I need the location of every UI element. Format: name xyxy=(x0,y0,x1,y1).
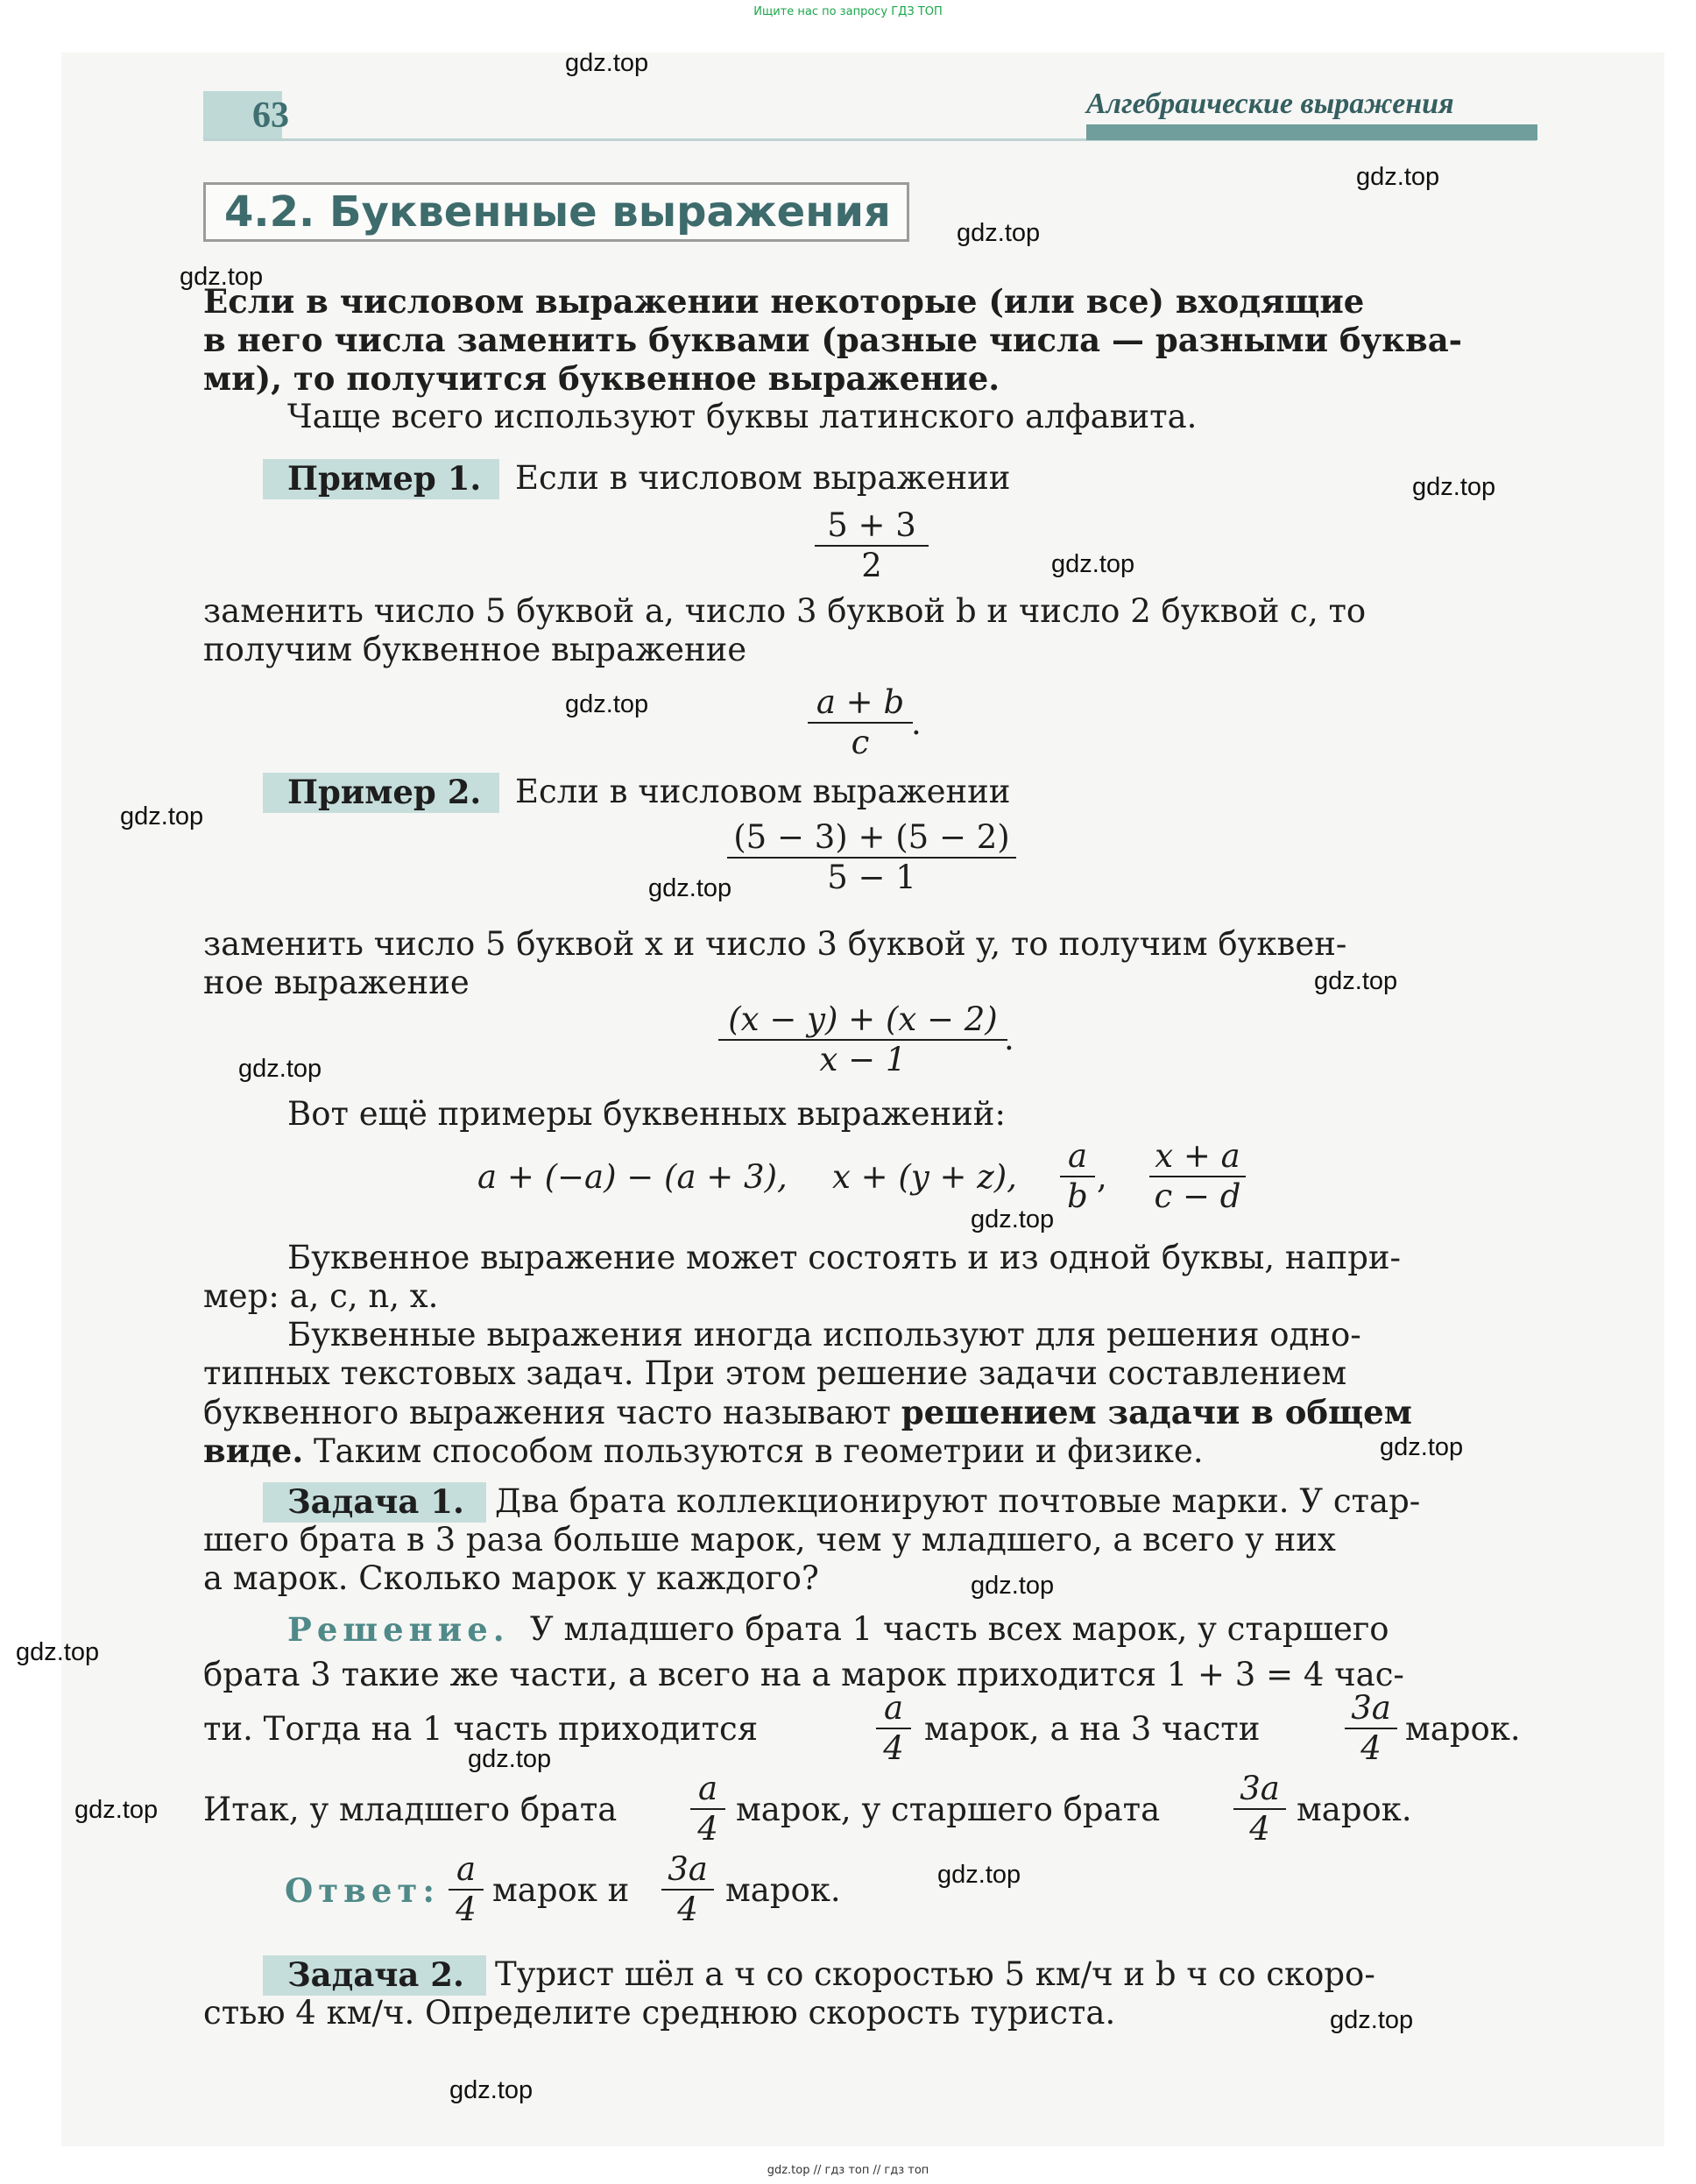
solution-line-1: У младшего брата 1 часть всех марок, у старшего xyxy=(530,1610,1389,1648)
task1-line-3: a марок. Сколько марок у каждого? xyxy=(203,1559,819,1597)
solution-line-3c: марок. xyxy=(1405,1710,1521,1748)
solution-line-4c: марок. xyxy=(1297,1791,1412,1828)
task1-label: Задача 1. xyxy=(287,1482,464,1521)
example2-label: Пример 2. xyxy=(287,773,482,811)
answer-end: марок. xyxy=(725,1871,841,1909)
watermark: gdz.top xyxy=(180,263,264,291)
fraction-numerator: 5 + 3 xyxy=(827,506,916,544)
fraction-numerator: a xyxy=(697,1770,718,1807)
example2-numeric-fraction xyxy=(727,818,1016,897)
fraction-numerator: (5 − 3) + (5 − 2) xyxy=(733,818,1010,856)
example1-line-2: получим буквенное выражение xyxy=(203,631,747,668)
task1-line-1: Два брата коллекционируют почтовые марки. У стар- xyxy=(495,1482,1421,1520)
watermark: gdz.top xyxy=(1356,163,1440,191)
more-examples-intro: Вот ещё примеры буквенных выражений: xyxy=(287,1095,1006,1133)
general-line-3 xyxy=(203,1393,1537,1432)
fraction-a-over-4 xyxy=(690,1770,725,1848)
page-number-block xyxy=(203,91,289,138)
definition-line-3: ми), то получится буквенное выражение. xyxy=(203,359,1000,398)
example1-label: Пример 1. xyxy=(287,459,482,498)
running-title: Алгебраические выражения xyxy=(1086,88,1454,120)
example1-letter-fraction xyxy=(808,683,913,762)
solution-line-2: брата 3 такие же части, а всего на a марок приходится 1 + 3 = 4 час- xyxy=(203,1656,1404,1693)
fraction-denominator: 4 xyxy=(661,1889,714,1929)
fraction-numerator: (x − y) + (x − 2) xyxy=(728,1000,998,1038)
fraction-denominator: c xyxy=(808,722,913,762)
example1-text: Если в числовом выражении xyxy=(515,459,1011,497)
task2-line-1: Турист шёл a ч со скоростью 5 км/ч и b ч со скоро- xyxy=(495,1955,1375,1993)
example2-line-2: ное выражение xyxy=(203,964,470,1001)
watermark: gdz.top xyxy=(1051,550,1135,578)
fraction-numerator: a xyxy=(883,1689,904,1727)
watermark: gdz.top xyxy=(1412,473,1496,501)
watermark: gdz.top xyxy=(971,1572,1055,1600)
fraction-3a-over-4 xyxy=(1233,1770,1286,1848)
fraction-denominator: 2 xyxy=(815,545,929,585)
general-term-end: виде. xyxy=(203,1431,304,1470)
more-example-fraction-2 xyxy=(1149,1137,1246,1216)
general-line-3-text: буквенного выражения часто называют xyxy=(203,1394,901,1431)
watermark: gdz.top xyxy=(1380,1433,1464,1461)
example2-letter-fraction xyxy=(718,1000,1007,1079)
definition-line-1: Если в числовом выражении некоторые (или все) входящие xyxy=(203,282,1365,321)
watermark: gdz.top xyxy=(120,802,204,830)
example1-period: . xyxy=(911,704,922,742)
answer-label: Ответ: xyxy=(285,1871,440,1910)
answer-mid: марок и xyxy=(492,1871,630,1909)
fraction-denominator: x − 1 xyxy=(718,1039,1007,1079)
task2-label: Задача 2. xyxy=(287,1955,464,1994)
example2-text: Если в числовом выражении xyxy=(515,773,1011,810)
general-line-2: типных текстовых задач. При этом решение задачи составлением xyxy=(203,1354,1347,1392)
section-title: 4.2. Буквенные выражения xyxy=(224,187,891,237)
watermark: gdz.top xyxy=(565,49,649,77)
fraction-denominator: 4 xyxy=(449,1889,484,1929)
single-letter-line-2: мер: a, c, n, x. xyxy=(203,1277,439,1315)
more-example-expr-2: x + (y + z), xyxy=(832,1158,1017,1196)
watermark: gdz.top xyxy=(957,219,1041,247)
example1-numeric-fraction xyxy=(815,506,929,585)
example1-line-1: заменить число 5 буквой a, число 3 буквой b и число 2 буквой c, то xyxy=(203,592,1367,630)
fraction-a-over-4 xyxy=(876,1689,911,1768)
definition-line-2: в него числа заменить буквами (разные числа — разными буква- xyxy=(203,321,1463,359)
solution-line-3b: марок, а на 3 части xyxy=(924,1710,1261,1748)
watermark: gdz.top xyxy=(238,1055,322,1083)
solution-line-3a: ти. Тогда на 1 часть приходится xyxy=(203,1710,759,1748)
task2-line-2: стью 4 км/ч. Определите среднюю скорость туриста. xyxy=(203,1994,1116,2032)
fraction-numerator: 3a xyxy=(668,1850,708,1888)
fraction-denominator: 4 xyxy=(1345,1728,1397,1768)
solution-line-4a: Итак, у младшего брата xyxy=(203,1791,618,1828)
answer-fraction-3a-over-4 xyxy=(661,1850,714,1929)
watermark: gdz.top xyxy=(449,2076,534,2104)
general-line-1: Буквенные выражения иногда используют для решения одно- xyxy=(287,1316,1361,1354)
fraction-denominator: c − d xyxy=(1149,1176,1246,1216)
example2-line-1: заменить число 5 буквой x и число 3 буквой y, то получим буквен- xyxy=(203,925,1347,963)
fraction-numerator: x + a xyxy=(1155,1137,1240,1175)
fraction-3a-over-4 xyxy=(1345,1689,1397,1768)
watermark: gdz.top xyxy=(648,874,732,902)
watermark: gdz.top xyxy=(74,1796,159,1824)
fraction-denominator: 4 xyxy=(690,1808,725,1848)
watermark: gdz.top xyxy=(565,690,649,718)
single-letter-line-1: Буквенное выражение может состоять и из одной буквы, напри- xyxy=(287,1239,1402,1276)
fraction-numerator: a xyxy=(1067,1137,1088,1175)
more-example-comma: , xyxy=(1097,1158,1107,1196)
solution-line-4b: марок, у старшего брата xyxy=(736,1791,1161,1828)
fraction-denominator: 4 xyxy=(876,1728,911,1768)
bottom-note: gdz.top // гдз топ // гдз топ xyxy=(767,2164,929,2177)
general-term: решением задачи в общем xyxy=(901,1393,1412,1431)
more-example-fraction-1 xyxy=(1060,1137,1095,1216)
answer-fraction-a-over-4 xyxy=(449,1850,484,1929)
watermark: gdz.top xyxy=(1314,967,1398,995)
top-note: Ищите нас по запросу ГДЗ ТОП xyxy=(753,5,943,18)
watermark: gdz.top xyxy=(1330,2006,1414,2034)
fraction-denominator: 4 xyxy=(1233,1808,1286,1848)
fraction-denominator: 5 − 1 xyxy=(727,857,1016,897)
fraction-numerator: a xyxy=(456,1850,477,1888)
more-example-expr-1: a + (−a) − (a + 3), xyxy=(477,1158,788,1196)
fraction-denominator: b xyxy=(1060,1176,1095,1216)
watermark: gdz.top xyxy=(971,1205,1055,1233)
running-title-bar xyxy=(1086,124,1537,140)
watermark: gdz.top xyxy=(468,1745,552,1773)
task1-line-2: шего брата в 3 раза больше марок, чем у младшего, а всего у них xyxy=(203,1521,1336,1558)
fraction-numerator: a + b xyxy=(816,683,905,721)
watermark: gdz.top xyxy=(937,1861,1021,1889)
fraction-numerator: 3a xyxy=(1240,1770,1280,1807)
general-line-4-text: Таким способом пользуются в геометрии и физике. xyxy=(303,1432,1204,1470)
fraction-numerator: 3a xyxy=(1351,1689,1391,1727)
general-line-4 xyxy=(203,1431,1537,1471)
example2-period: . xyxy=(1004,1020,1014,1057)
page-number: 63 xyxy=(252,95,289,136)
solution-label: Решение. xyxy=(287,1610,510,1649)
intro-text: Чаще всего используют буквы латинского алфавита. xyxy=(287,398,1198,435)
watermark: gdz.top xyxy=(16,1638,100,1666)
